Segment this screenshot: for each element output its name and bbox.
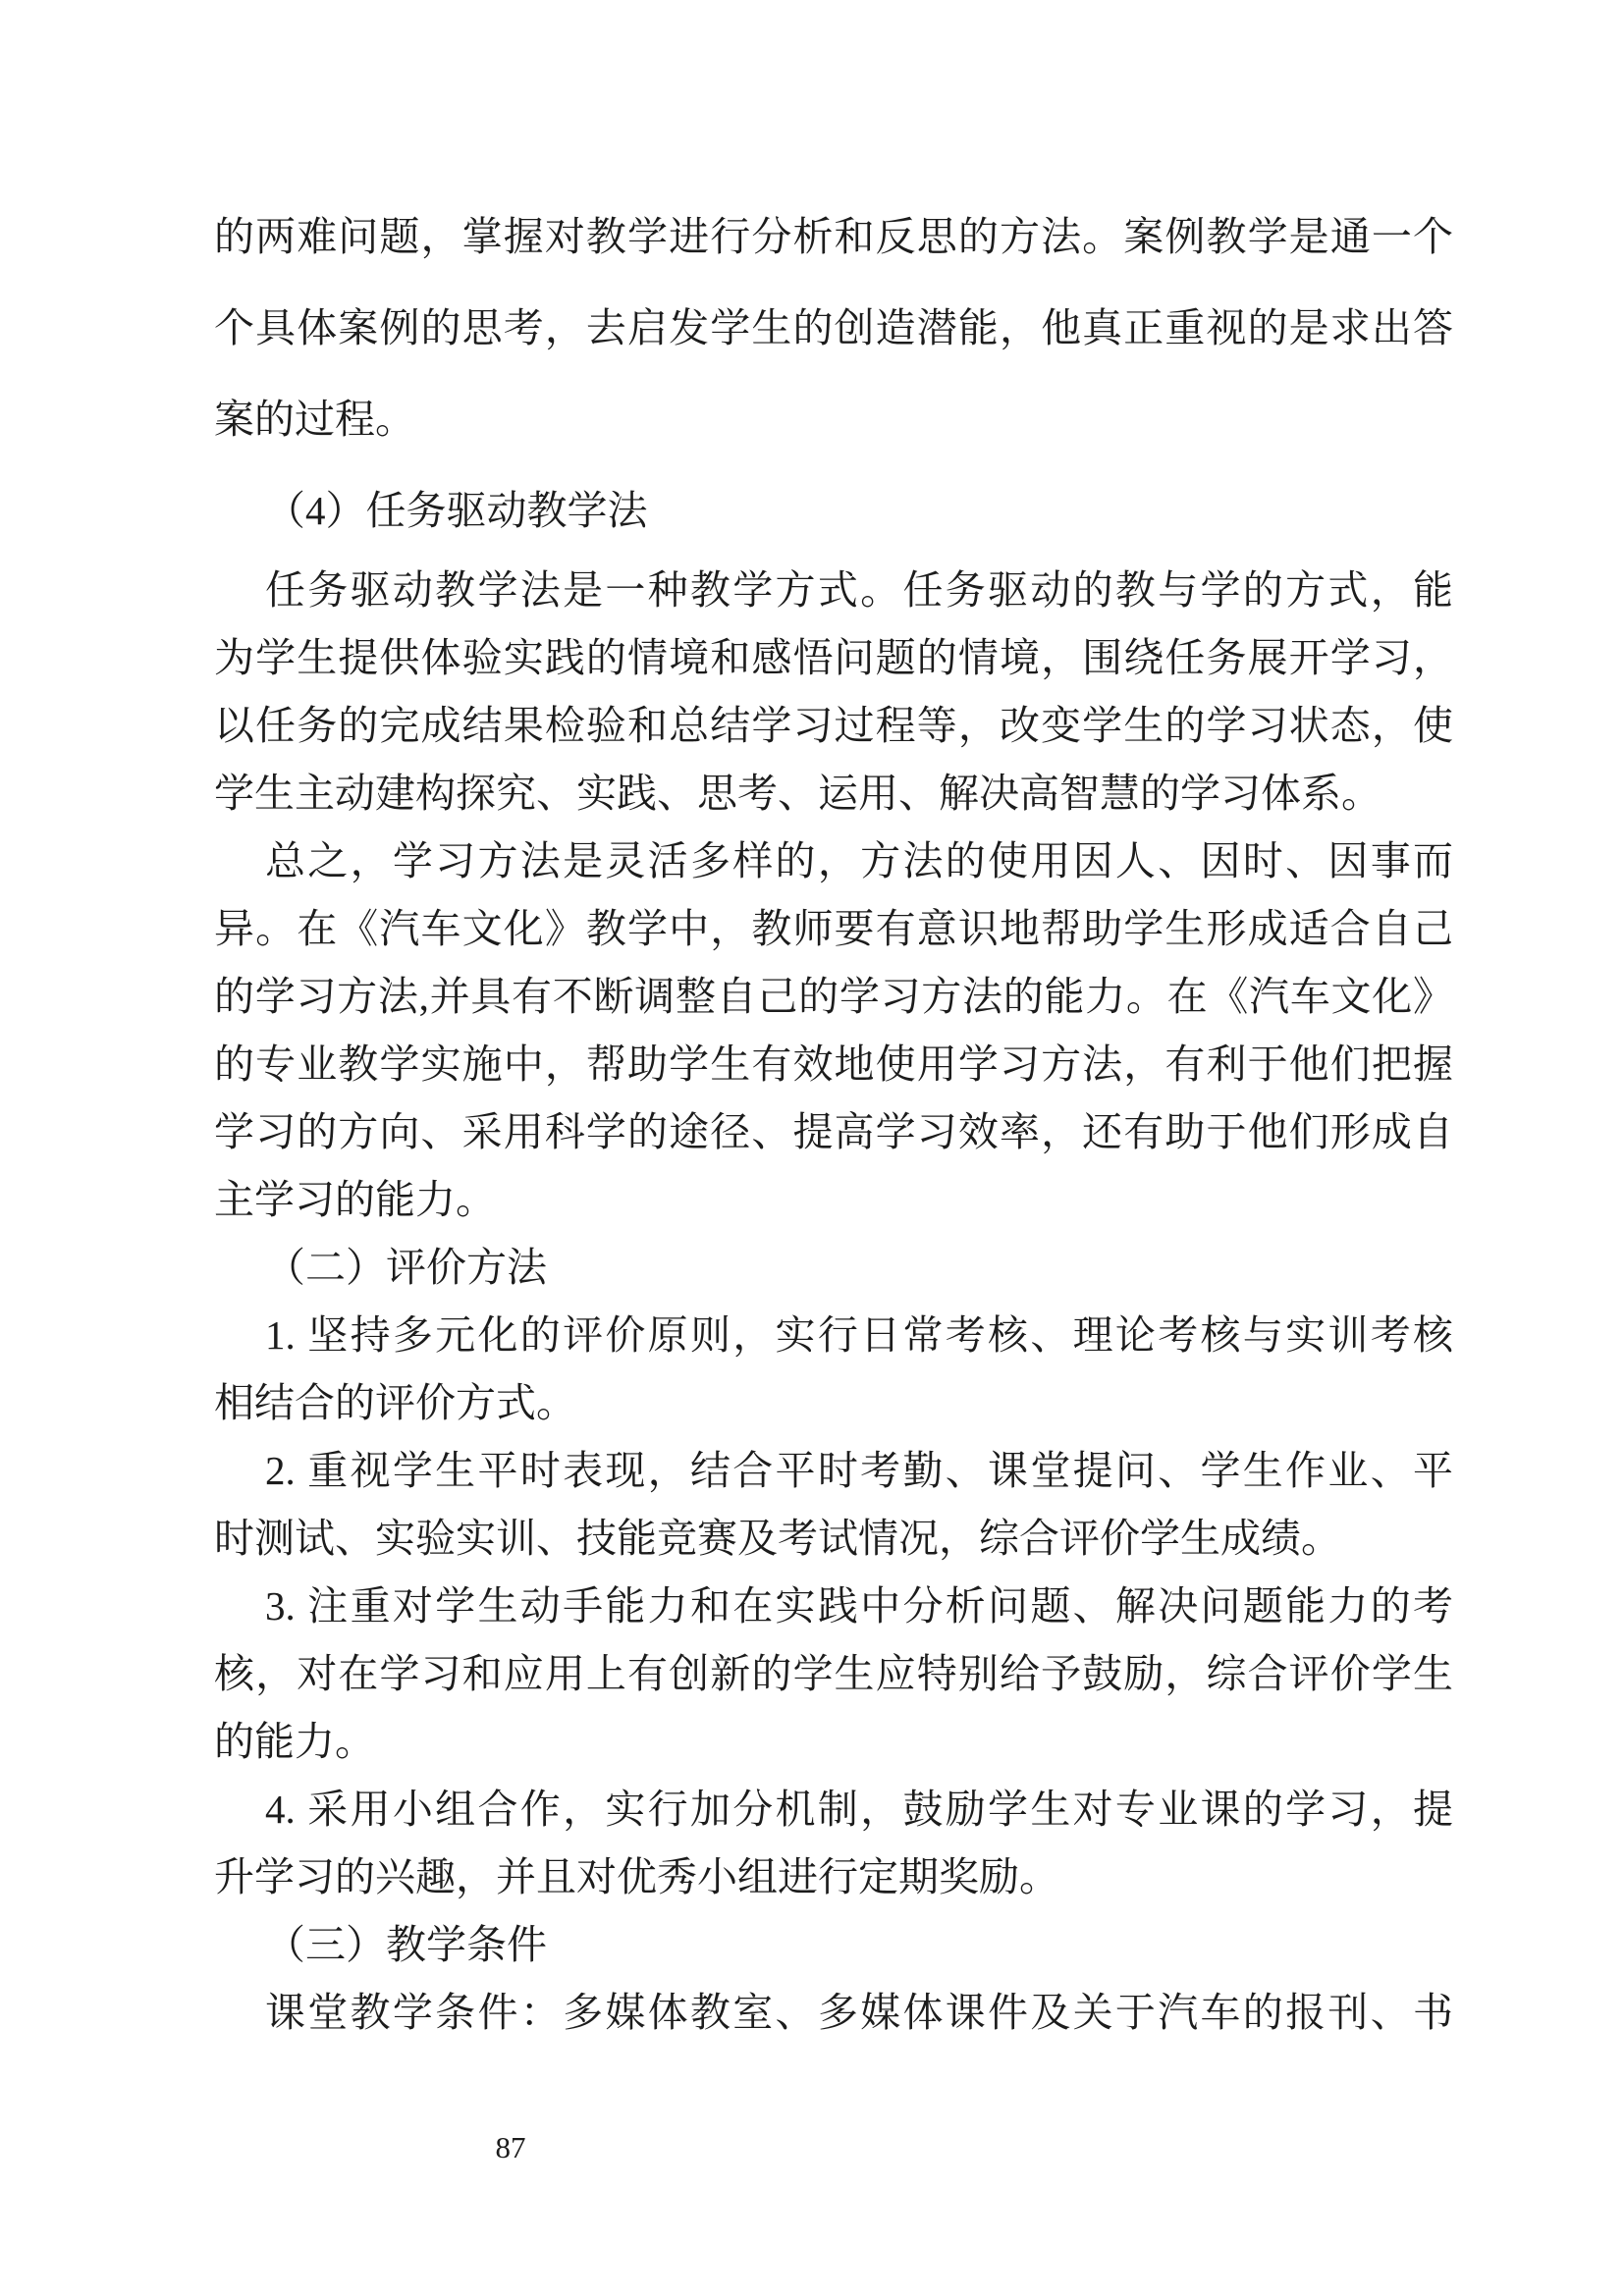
para-evaluation-3-line: 的能力。 bbox=[214, 1719, 375, 1764]
para-continuation-line: 的两难问题，掌握对教学进行分析和反思的方法。案例教学是通一个 bbox=[214, 214, 1453, 259]
heading-evaluation-method-line: （二）评价方法 bbox=[265, 1245, 547, 1290]
heading-teaching-conditions-line: （三）教学条件 bbox=[265, 1922, 547, 1967]
para-task-driven-line: 任务驱动教学法是一种教学方式。任务驱动的教与学的方式，能 bbox=[265, 567, 1453, 613]
para-summary-line: 总之，学习方法是灵活多样的，方法的使用因人、因时、因事而 bbox=[265, 838, 1453, 883]
para-summary-line: 的学习方法,并具有不断调整自己的学习方法的能力。在《汽车文化》 bbox=[214, 974, 1453, 1019]
para-evaluation-4-line: 升学习的兴趣，并且对优秀小组进行定期奖励。 bbox=[214, 1854, 1059, 1899]
para-continuation-line: 个具体案例的思考，去启发学生的创造潜能，他真正重视的是求出答 bbox=[214, 305, 1453, 350]
para-evaluation-2-line: 2. 重视学生平时表现，结合平时考勤、课堂提问、学生作业、平 bbox=[265, 1448, 1453, 1493]
para-teaching-conditions-line: 课堂教学条件：多媒体教室、多媒体课件及关于汽车的报刊、书 bbox=[265, 1990, 1453, 2035]
para-evaluation-3-line: 核，对在学习和应用上有创新的学生应特别给予鼓励，综合评价学生 bbox=[214, 1651, 1453, 1696]
text-block bbox=[214, 191, 1453, 2047]
para-evaluation-3-line: 3. 注重对学生动手能力和在实践中分析问题、解决问题能力的考 bbox=[265, 1583, 1453, 1629]
para-task-driven-line: 为学生提供体验实践的情境和感悟问题的情境，围绕任务展开学习， bbox=[214, 635, 1453, 680]
para-evaluation-4-line: 4. 采用小组合作，实行加分机制，鼓励学生对专业课的学习，提 bbox=[265, 1787, 1453, 1832]
para-evaluation-1-line: 1. 坚持多元化的评价原则，实行日常考核、理论考核与实训考核 bbox=[265, 1312, 1453, 1358]
para-summary-line: 主学习的能力。 bbox=[214, 1177, 496, 1222]
page-number: 87 bbox=[495, 2130, 526, 2164]
para-summary-line: 异。在《汽车文化》教学中，教师要有意识地帮助学生形成适合自己 bbox=[214, 906, 1453, 951]
para-summary-line: 学习的方向、采用科学的途径、提高学习效率，还有助于他们形成自 bbox=[214, 1109, 1453, 1154]
para-task-driven-line: 以任务的完成结果检验和总结学习过程等，改变学生的学习状态，使 bbox=[214, 703, 1453, 748]
para-continuation-line: 案的过程。 bbox=[214, 397, 415, 442]
heading-task-driven-method-line: （4）任务驱动教学法 bbox=[265, 488, 648, 533]
para-evaluation-1-line: 相结合的评价方式。 bbox=[214, 1380, 576, 1425]
para-summary-line: 的专业教学实施中，帮助学生有效地使用学习方法，有利于他们把握 bbox=[214, 1041, 1453, 1087]
para-evaluation-2-line: 时测试、实验实训、技能竞赛及考试情况，综合评价学生成绩。 bbox=[214, 1516, 1341, 1561]
para-task-driven-line: 学生主动建构探究、实践、思考、运用、解决高智慧的学习体系。 bbox=[214, 771, 1381, 816]
